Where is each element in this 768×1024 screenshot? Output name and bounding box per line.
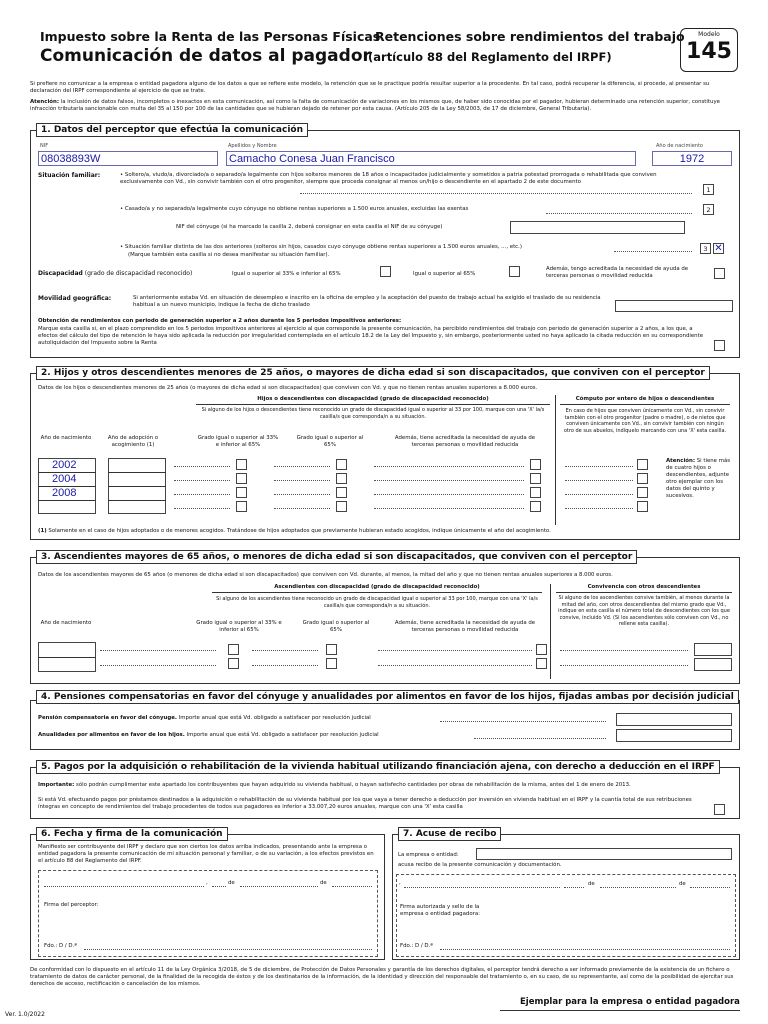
- disability-c: Además, tengo acreditada la necesidad de ayuda de terceras personas o movilidad reducida: [546, 266, 689, 279]
- s2-head-d1: Grado igual o superior al 33% e inferior al 65%: [197, 435, 279, 448]
- nif-field[interactable]: [38, 151, 218, 166]
- birth-field[interactable]: [652, 151, 732, 166]
- family-option-1-text: Soltero/a, viudo/a, divorciado/a o separado/a legalmente con hijos solteros menores de 18 años o incapacitados judicialmente y sometidos a patria potestad prorrogada o rehabilitada que conviven exclusivamente con Vd., sin convivir también con el otro progenitor, siempre que proceda consignar al menos un/hijo o descendiente en el apartado 2 de este documento: [120, 172, 657, 185]
- header-line1-right: Retenciones sobre rendimientos del trabajo: [375, 29, 685, 44]
- s3-disability-head: Ascendientes con discapacidad (grado de discapacidad reconocido): [274, 584, 480, 590]
- s2-disability-head: Hijos o descendientes con discapacidad (grado de discapacidad reconocido): [257, 396, 489, 402]
- name-field[interactable]: [226, 151, 636, 166]
- s2-year-rule-3: [38, 500, 96, 501]
- s5-important: [38, 782, 728, 789]
- s2-computo-checkbox[interactable]: [637, 459, 648, 470]
- s2-adop-rule-2: [108, 486, 166, 487]
- pension-row: [38, 715, 468, 722]
- s7-month-line[interactable]: [600, 887, 676, 888]
- s7-de-2: de: [679, 881, 686, 887]
- s2-checkbox[interactable]: [336, 459, 347, 470]
- s2-attention-lead: Atención:: [666, 458, 695, 464]
- s3-checkbox-rows: [100, 642, 550, 672]
- pension-amount-field[interactable]: [616, 713, 732, 726]
- s2-leader: [374, 494, 524, 495]
- pension-leader: [440, 721, 606, 722]
- s3-convivencia-sub: Si alguno de los ascendientes convive también, al menos durante la mitad del año, con otros descendientes del mismo grado que Vd., indique en esta casilla el número total de descendientes con los que convive, incluido Vd. (Si los ascendientes sólo conviven con Vd., no rellene esta casilla).: [558, 595, 730, 627]
- pension-lead: Pensión compensatoria en favor del cónyuge.: [38, 715, 177, 721]
- attention-lead: Atención:: [30, 99, 59, 105]
- section-4-title: 4. Pensiones compensatorias en favor del cónyuge y anualidades por alimentos en favor de los hijos, fijadas ambas por decisión judicial: [36, 690, 739, 704]
- s2-attention-text: Si tiene más de cuatro hijos o descendientes, adjunte otro ejemplar con los datos del quinto y sucesivos.: [666, 458, 731, 499]
- s3-checkbox[interactable]: [326, 644, 337, 655]
- s2-adop-rule-3: [108, 500, 166, 501]
- s2-leader: [174, 494, 230, 495]
- box-3-mark[interactable]: ✕: [714, 243, 723, 254]
- s7-de-1: de: [588, 881, 595, 887]
- s2-computo-sub: En caso de hijos que conviven únicamente con Vd., sin convivir también con el otro progenitor (padre o madre), o de nietos que conviven únicamente con Vd., sin convivir también con ningún otro de sus abuelos, indíquelo marcando con una 'X' esta casilla.: [563, 408, 727, 434]
- section-2-title: 2. Hijos y otros descendientes menores de 25 años, o mayores de dicha edad si son discapacitados, que conviven con el perceptor: [36, 366, 710, 380]
- s6-fdo-line[interactable]: [84, 949, 372, 950]
- s2-leader: [565, 480, 633, 481]
- s2-head-adoption: Año de adopción o acogimiento (1): [107, 435, 159, 448]
- family-option-3-text: Situación familiar distinta de las dos anteriores (solteros sin hijos, casados cuyo cónyuge obtiene rentas superiores a 1.500 euros anuales, ..., etc.): [124, 244, 522, 250]
- s7-place-line[interactable]: [404, 887, 560, 888]
- pension-text: Importe anual que está Vd. obligado a satisfacer por resolución judicial: [176, 715, 371, 721]
- s6-fdo: Fdo.: D / D.ª: [44, 943, 77, 949]
- s7-ack: acusa recibo de la presente comunicación y documentación.: [398, 862, 562, 868]
- s2-leader: [374, 466, 524, 467]
- intro-attention: [30, 99, 740, 113]
- s7-fdo-line[interactable]: [440, 949, 730, 950]
- s2-computo-checkbox[interactable]: [637, 501, 648, 512]
- s2-leader: [565, 508, 633, 509]
- mobility-text: Si anteriormente estaba Vd. en situación de desempleo e inscrito en la oficina de empleo y la aceptación del puesto de trabajo actual ha exigido el traslado de su residencia habitual a un nuevo municipio, indique la fecha de dicho traslado: [133, 295, 601, 308]
- s2-leader: [174, 508, 230, 509]
- s2-computo-checkbox[interactable]: [637, 473, 648, 484]
- s5-text: Si está Vd. efectuando pagos por préstamos destinados a la adquisición o rehabilitación de su vivienda habitual por los que vaya a tener derecho a deducción por inversión en vivienda habitual en el IRPF y la cuantía total de sus retribuciones íntegras en concepto de rendimientos del trabajo procedentes de todos sus pagadores es inferior a 33.007,20 euros anuales, marque con una 'X' esta casilla: [38, 797, 692, 810]
- disability-label: Discapacidad: [38, 270, 83, 277]
- disability-c-checkbox[interactable]: [714, 268, 725, 279]
- s7-company-label: La empresa o entidad:: [398, 852, 459, 858]
- s3-head-d2: Grado igual o superior al 65%: [302, 620, 370, 633]
- family-option-2: • Casado/a y no separado/a legalmente cuyo cónyuge no obtiene rentas superiores a 1.500 euros anuales, excluidas las exentas: [120, 206, 469, 212]
- disability-a-checkbox[interactable]: [380, 266, 391, 277]
- section-1-title: 1. Datos del perceptor que efectúa la comunicación: [36, 123, 308, 137]
- modelo-label: Modelo: [698, 31, 720, 38]
- s2-disability-sub: Si alguno de los hijos o descendientes tiene reconocido un grado de discapacidad igual o superior al 33 por 100, marque con una 'X' la/s casilla/s que corresponda/n a su situación.: [201, 407, 545, 420]
- s2-computo-checkbox[interactable]: [637, 487, 648, 498]
- section-2-intro: Datos de los hijos o descendientes menores de 25 años (o mayores de dicha edad si son discapacitados) que conviven con Vd. y que no tienen rentas anuales superiores a 8.000 euros.: [38, 385, 538, 391]
- s3-col-divider: [550, 584, 551, 679]
- anualidades-row: [38, 732, 468, 739]
- s2-checkbox[interactable]: [236, 459, 247, 470]
- s2-checkbox[interactable]: [530, 487, 541, 498]
- child-year-1[interactable]: 2002: [52, 459, 77, 471]
- family-option-3: • Situación familiar distinta de las dos anteriores (solteros sin hijos, casados cuyo cónyuge obtiene rentas superiores a 1.500 euros anuales, ..., etc.): [120, 244, 522, 250]
- footer-legal: De conformidad con lo dispuesto en el artículo 11 de la Ley Orgánica 3/2018, de 5 de diciembre, de Protección de Datos Personales y garantía de los derechos digitales, el perceptor tendrá derecho a ser informado previamente de la existencia de un fichero o tratamiento de datos de carácter personal, de la finalidad de la recogida de éstos y de los destinatarios de la información, de la identidad y dirección del responsable del tratamiento o, en su caso, de su representante, así como de la posibilidad de ejercitar sus derechos de acceso, rectificación o cancelación de los mismos.: [30, 967, 734, 987]
- s2-leader: [274, 466, 330, 467]
- section-3-intro: Datos de los ascendientes mayores de 65 años (o menores de dicha edad si son discapacitados) que conviven con Vd. durante, al menos, la mitad del año y que no tienen rentas anuales superiores a 8.000 euros.: [38, 572, 613, 578]
- s2-col-divider: [555, 395, 556, 525]
- s3-checkbox[interactable]: [536, 644, 547, 655]
- s3-head-d1: Grado igual o superior al 33% e inferior al 65%: [196, 620, 282, 633]
- s2-checkbox[interactable]: [236, 473, 247, 484]
- s2-checkbox[interactable]: [530, 501, 541, 512]
- section-7-title: 7. Acuse de recibo: [398, 827, 501, 841]
- section-6-title: 6. Fecha y firma de la comunicación: [36, 827, 228, 841]
- disability-row: [38, 270, 192, 278]
- s3-conv-leader: [560, 665, 688, 666]
- s3-conv-field-2[interactable]: [694, 658, 732, 671]
- s3-checkbox[interactable]: [228, 644, 239, 655]
- s2-adop-rule-1: [108, 472, 166, 473]
- family-option-1: • Soltero/a, viudo/a, divorciado/a o separado/a legalmente con hijos solteros menores de 18 años o incapacitados judicialmente y sometidos a patria potestad prorrogada o rehabilitada que conviven exclusivamente con Vd., sin convivir también con el otro progenitor, siempre que proceda consignar al menos un/hijo o descendiente en el apartado 2 de este documento: [120, 172, 657, 185]
- s2-checkbox[interactable]: [530, 459, 541, 470]
- obtention-text: Marque esta casilla si, en el plazo comprendido en los 5 periodos impositivos anteriores al ejercicio al que corresponde la presente comunicación, ha percibido rendimientos del trabajo con periodo de generación superior a 2 años, a los que, a efectos del cálculo del tipo de retención le haya sido aplicada la reducción por irregularidad contemplada en el artículo 18.2 de la Ley del Impuesto y, sin embargo, posteriormente usted no haya aplicado la citada reducción en su correspondiente autoliquidación del Impuesto sobre la Renta: [38, 326, 704, 346]
- modelo-box: [680, 28, 738, 72]
- s2-leader: [374, 508, 524, 509]
- nif-value: 08038893W: [41, 153, 101, 165]
- family-option-2-text: Casado/a y no separado/a legalmente cuyo cónyuge no obtiene rentas superiores a 1.500 euros anuales, excluidas las exentas: [124, 206, 469, 212]
- s2-head-d3: Además, tiene acreditada la necesidad de ayuda de terceras personas o movilidad reducida: [394, 435, 536, 448]
- s6-comma: ,: [206, 880, 208, 886]
- header-line1-left: Impuesto sobre la Renta de las Personas Físicas: [40, 29, 381, 44]
- box-1[interactable]: 1: [703, 184, 714, 195]
- footer-version: Ver. 1.0/2022: [5, 1011, 45, 1018]
- spouse-nif-label: NIF del cónyuge (si ha marcado la casilla 2, deberá consignar en esta casilla el NIF de su cónyuge): [176, 224, 443, 230]
- s5-important-text: sólo podrán cumplimentar este apartado los contribuyentes que hayan adquirido su vivienda habitual, o hayan satisfecho cantidades por obras de rehabilitación de la misma, antes del 1 de enero de 2013.: [74, 782, 631, 788]
- s2-footnote-mark: (1): [38, 528, 47, 534]
- s3-leader: [100, 665, 216, 666]
- anualidades-amount-field[interactable]: [616, 729, 732, 742]
- disability-a: Igual o superior al 33% e inferior al 65%: [232, 271, 341, 277]
- footer-rule: [500, 1010, 740, 1011]
- section-5-title: 5. Pagos por la adquisición o rehabilitación de la vivienda habitual utilizando financiación ajena, con derecho a deducción en el IRPF: [36, 760, 720, 774]
- s3-convivencia-head: Convivencia con otros descendientes: [587, 584, 701, 590]
- s2-leader: [565, 494, 633, 495]
- s2-computo-rule: [560, 404, 730, 405]
- section-3-title: 3. Ascendientes mayores de 65 años, o menores de dicha edad si son discapacitados, que conviven con el perceptor: [36, 550, 637, 564]
- s3-head-rule: [212, 592, 542, 593]
- option-1-leader: [300, 193, 692, 194]
- s2-checkbox[interactable]: [336, 473, 347, 484]
- obtention-checkbox[interactable]: [714, 340, 725, 351]
- s2-computo-checkboxes: [565, 458, 665, 514]
- s2-head-year: Año de nacimiento: [40, 435, 92, 441]
- s6-day-line[interactable]: [212, 886, 226, 887]
- s6-place-line[interactable]: [44, 886, 204, 887]
- s6-year-line[interactable]: [332, 886, 372, 887]
- s3-head-year: Año de nacimiento: [40, 620, 92, 626]
- s2-leader: [274, 494, 330, 495]
- child-year-3[interactable]: 2008: [52, 487, 77, 499]
- mobility-date-field[interactable]: [615, 300, 733, 312]
- s3-conv-field-1[interactable]: [694, 643, 732, 656]
- disability-b: Igual o superior al 65%: [413, 271, 476, 277]
- s3-leader: [252, 665, 318, 666]
- footer-copy-label: Ejemplar para la empresa o entidad pagadora: [520, 997, 740, 1007]
- s2-footnote: [38, 528, 728, 535]
- s6-declaration: Manifiesto ser contribuyente del IRPF y declaro que son ciertos los datos arriba indicados, presentando ante la empresa o entidad pagadora la presente comunicación de mi situación personal y familiar, o de su variación, a los efectos previstos en el artículo 88 del Reglamento del IRPF.: [38, 844, 374, 864]
- birth-value: 1972: [679, 153, 705, 165]
- s2-footnote-text: Solamente en el caso de hijos adoptados o de menores acogidos. Tratándose de hijos adoptados que previamente hubieran estado acogidos, indique únicamente el año del acogimiento.: [46, 528, 551, 534]
- s2-checkbox[interactable]: [336, 487, 347, 498]
- s3-checkbox[interactable]: [326, 658, 337, 669]
- anualidades-text: Importe anual que está Vd. obligado a satisfacer por resolución judicial: [184, 732, 379, 738]
- modelo-number: 145: [686, 38, 732, 64]
- intro-paragraph: Si prefiere no comunicar a la empresa o entidad pagadora alguno de los datos a que se refiere este modelo, la retención que se le practique podría resultar superior a la procedente. En tal caso, podrá recuperar la diferencia, si procede, al presentar su declaración del IRPF correspondiente al ejercicio de que se trate.: [30, 81, 710, 94]
- name-label: Apellidos y Nombre: [228, 143, 277, 149]
- s3-leader: [378, 650, 532, 651]
- s3-year-rule: [38, 657, 96, 658]
- form-subtitle: (artículo 88 del Reglamento del IRPF): [368, 50, 612, 64]
- s3-conv-leader: [560, 650, 688, 651]
- s2-leader: [174, 466, 230, 467]
- s6-month-line[interactable]: [240, 886, 318, 887]
- s2-checkbox-rows: [174, 458, 554, 514]
- s2-computo-head: Cómputo por entero de hijos o descendientes: [575, 396, 715, 402]
- birth-label: Año de nacimiento: [656, 143, 703, 149]
- disability-sub: (grado de discapacidad reconocido): [84, 270, 193, 277]
- spouse-nif-field[interactable]: [510, 221, 685, 234]
- s2-leader: [374, 480, 524, 481]
- nif-label: NIF: [40, 143, 49, 149]
- s7-company-field[interactable]: [476, 848, 732, 860]
- s6-de-1: de: [228, 880, 235, 886]
- s2-leader: [174, 480, 230, 481]
- s3-checkbox[interactable]: [228, 658, 239, 669]
- s3-disability-sub: Si alguno de los ascendientes tiene reconocido un grado de discapacidad igual o superior al 33 por 100, marque con una 'X' la/s casilla/s que corresponda/n a su situación.: [216, 596, 538, 609]
- s5-important-lead: Importante:: [38, 782, 75, 788]
- family-situation-label: Situación familiar:: [38, 172, 101, 179]
- s7-signature-label: Firma autorizada y sello de la empresa o entidad pagadora:: [400, 904, 480, 917]
- s7-fdo: Fdo.: D / D.ª: [400, 943, 433, 949]
- s5-checkbox[interactable]: [714, 804, 725, 815]
- s3-leader: [378, 665, 532, 666]
- s2-head-rule: [196, 404, 550, 405]
- s2-checkbox[interactable]: [236, 487, 247, 498]
- mobility-label: Movilidad geográfica:: [38, 295, 112, 302]
- s2-leader: [274, 508, 330, 509]
- option-2-leader: [546, 213, 692, 214]
- s7-day-line[interactable]: [564, 887, 584, 888]
- anualidades-leader: [474, 738, 606, 739]
- s2-leader: [565, 466, 633, 467]
- child-year-2[interactable]: 2004: [52, 473, 77, 485]
- form-title: Comunicación de datos al pagador: [40, 46, 371, 66]
- s3-leader: [252, 650, 318, 651]
- s3-head-d3: Además, tiene acreditada la necesidad de ayuda de terceras personas o movilidad reducida: [394, 620, 536, 633]
- s2-checkbox[interactable]: [530, 473, 541, 484]
- s2-checkbox[interactable]: [236, 501, 247, 512]
- attention-text: la inclusión de datos falsos, incompletos o inexactos en esta comunicación, así como la falta de comunicación de variaciones en los mismos que, de haber sido conocidas por el pagador, hubieran determinado una retención superior, constituye infracción tributaria sancionable con multa del 35 al 150 por 100 de las cantidades que se hubieran dejado de retener por esta causa. (Artículo 205 de la Ley 58/2003, de 17 de diciembre, General Tributaria).: [30, 99, 720, 112]
- disability-b-checkbox[interactable]: [509, 266, 520, 277]
- s3-checkbox[interactable]: [536, 658, 547, 669]
- s3-leader: [100, 650, 216, 651]
- s6-signature-label: Firma del perceptor:: [44, 902, 99, 908]
- option-3-leader: [614, 251, 692, 252]
- s6-date-box: [38, 870, 378, 957]
- s3-conv-rule: [556, 592, 732, 593]
- name-value: Camacho Conesa Juan Francisco: [229, 153, 395, 165]
- obtention-label: Obtención de rendimientos con periodo de generación superior a 2 años durante los 5 periodos impositivos anteriores:: [38, 318, 402, 324]
- s2-leader: [274, 480, 330, 481]
- s6-de-2: de: [320, 880, 327, 886]
- s2-attention: [666, 458, 734, 500]
- section-5: [30, 767, 740, 819]
- s7-year-line[interactable]: [690, 887, 730, 888]
- s2-head-d2: Grado igual o superior al 65%: [296, 435, 364, 448]
- s7-comma: ,: [399, 880, 401, 886]
- s2-checkbox[interactable]: [336, 501, 347, 512]
- box-2[interactable]: 2: [703, 204, 714, 215]
- family-option-3b: (Marque también esta casilla si no desea manifestar su situación familiar).: [128, 252, 330, 258]
- anualidades-lead: Anualidades por alimentos en favor de los hijos.: [38, 732, 185, 738]
- box-3[interactable]: 3: [700, 243, 711, 254]
